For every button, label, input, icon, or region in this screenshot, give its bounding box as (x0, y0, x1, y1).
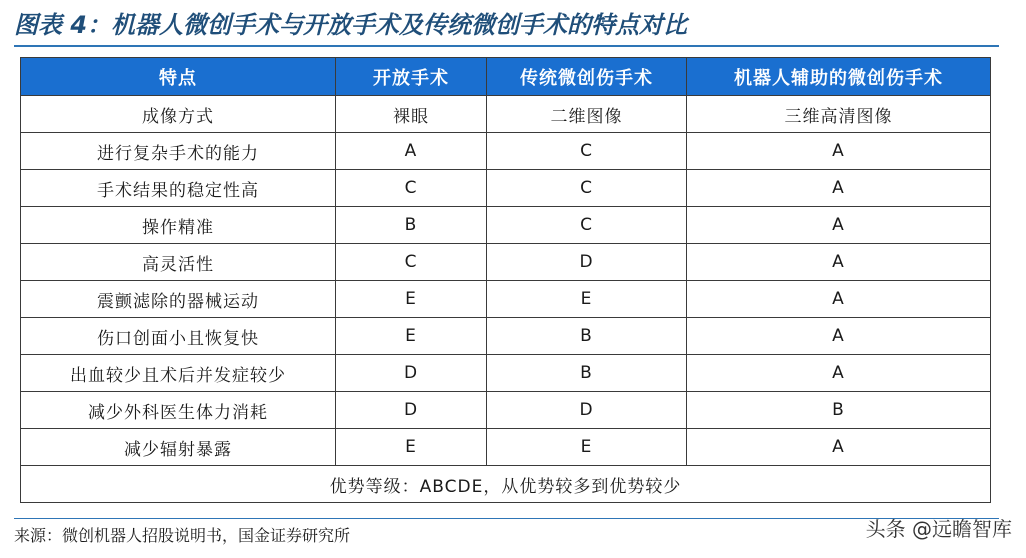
open-surgery-cell: A (336, 133, 487, 170)
title-divider (14, 45, 999, 47)
feature-cell: 减少辐射暴露 (21, 429, 336, 466)
column-header: 机器人辅助的微创伤手术 (687, 58, 991, 96)
column-header: 开放手术 (336, 58, 487, 96)
table-row (21, 133, 991, 170)
open-surgery-cell: D (336, 355, 487, 392)
table-row (21, 392, 991, 429)
table-row (21, 207, 991, 244)
table-note-row (21, 466, 991, 503)
open-surgery-cell: C (336, 170, 487, 207)
open-surgery-cell: B (336, 207, 487, 244)
traditional-mis-cell: C (487, 133, 687, 170)
feature-cell: 手术结果的稳定性高 (21, 170, 336, 207)
table-header-row (21, 58, 991, 96)
table-row (21, 318, 991, 355)
table-row (21, 170, 991, 207)
table-row (21, 244, 991, 281)
traditional-mis-cell: C (487, 170, 687, 207)
feature-cell: 操作精准 (21, 207, 336, 244)
feature-cell: 出血较少且术后并发症较少 (21, 355, 336, 392)
open-surgery-cell: E (336, 429, 487, 466)
column-header: 传统微创伤手术 (487, 58, 687, 96)
source-divider (14, 518, 999, 519)
table-row (21, 429, 991, 466)
robotic-mis-cell: B (687, 392, 991, 429)
feature-cell: 减少外科医生体力消耗 (21, 392, 336, 429)
traditional-mis-cell: D (487, 392, 687, 429)
robotic-mis-cell: A (687, 429, 991, 466)
table-row (21, 96, 991, 133)
traditional-mis-cell: E (487, 429, 687, 466)
open-surgery-cell: E (336, 281, 487, 318)
open-surgery-cell: D (336, 392, 487, 429)
feature-cell: 成像方式 (21, 96, 336, 133)
robotic-mis-cell: A (687, 318, 991, 355)
table-row (21, 281, 991, 318)
traditional-mis-cell: E (487, 281, 687, 318)
traditional-mis-cell: 二维图像 (487, 96, 687, 133)
traditional-mis-cell: B (487, 355, 687, 392)
robotic-mis-cell: 三维高清图像 (687, 96, 991, 133)
robotic-mis-cell: A (687, 281, 991, 318)
comparison-table (20, 57, 991, 503)
traditional-mis-cell: D (487, 244, 687, 281)
feature-cell: 伤口创面小且恢复快 (21, 318, 336, 355)
open-surgery-cell: 裸眼 (336, 96, 487, 133)
robotic-mis-cell: A (687, 244, 991, 281)
open-surgery-cell: E (336, 318, 487, 355)
figure-title: 图表 4：机器人微创手术与开放手术及传统微创手术的特点对比 (14, 11, 688, 39)
feature-cell: 高灵活性 (21, 244, 336, 281)
traditional-mis-cell: C (487, 207, 687, 244)
feature-cell: 进行复杂手术的能力 (21, 133, 336, 170)
feature-cell: 震颤滤除的器械运动 (21, 281, 336, 318)
open-surgery-cell: C (336, 244, 487, 281)
robotic-mis-cell: A (687, 355, 991, 392)
traditional-mis-cell: B (487, 318, 687, 355)
table-row (21, 355, 991, 392)
robotic-mis-cell: A (687, 170, 991, 207)
watermark-text: 头条 @远瞻智库 (865, 517, 1012, 541)
robotic-mis-cell: A (687, 133, 991, 170)
column-header: 特点 (21, 58, 336, 96)
grade-legend-note: 优势等级：ABCDE，从优势较多到优势较少 (21, 466, 991, 503)
robotic-mis-cell: A (687, 207, 991, 244)
source-caption: 来源：微创机器人招股说明书，国金证券研究所 (14, 526, 351, 545)
